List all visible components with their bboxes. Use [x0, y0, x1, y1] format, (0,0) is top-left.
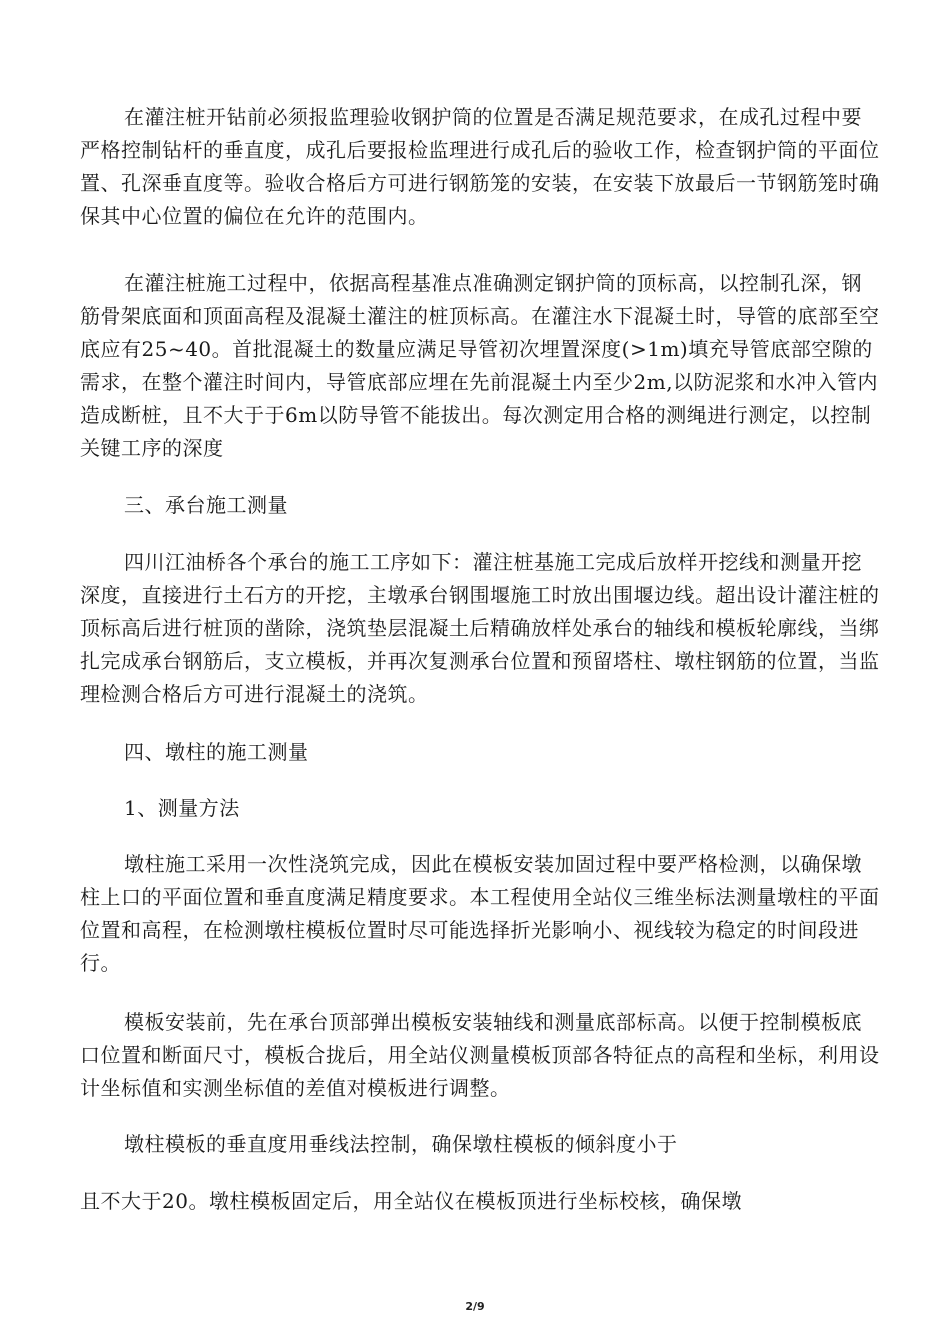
- paragraph-formwork-install: 模板安装前，先在承台顶部弹出模板安装轴线和测量底部标高。以便于控制模板底口位置和断面尺寸，模板合拢后，用全站仪测量模板顶部各特征点的高程和坐标，利用设计坐标值和实测坐标值的差值对模板进行调整。: [80, 1010, 880, 1100]
- paragraph-pile-cap-process: 四川江油桥各个承台的施工工序如下：灌注桩基施工完成后放样开挖线和测量开挖深度，直接进行土石方的开挖，主墩承台钢围堰施工时放出围堰边线。超出设计灌注桩的顶标高后进行桩顶的凿除，浇筑垫层混凝土后精确放样处承台的轴线和模板轮廓线，当绑扎完成承台钢筋后，支立模板，并再次复测承台位置和预留塔柱、墩柱钢筋的位置，当监理检测合格后方可进行混凝土的浇筑。: [80, 550, 880, 706]
- paragraph-verticality: 墩柱模板的垂直度用垂线法控制，确保墩柱模板的倾斜度小于: [124, 1132, 678, 1156]
- paragraph-pier-pouring: 墩柱施工采用一次性浇筑完成，因此在模板安装加固过程中要严格检测，以确保墩柱上口的平面位置和垂直度满足精度要求。本工程使用全站仪三维坐标法测量墩柱的平面位置和高程，在检测墩柱模板位置时尽可能选择折光影响小、视线较为稳定的时间段进行。: [80, 852, 880, 975]
- page-number: 2/9: [465, 1300, 485, 1313]
- paragraph-elevation-control: 在灌注桩施工过程中，依据高程基准点准确测定钢护筒的顶标高，以控制孔深，钢筋骨架底面和顶面高程及混凝土灌注的桩顶标高。在灌注水下混凝土时，导管的底部至空底应有25~40。首批混凝土的数量应满足导管初次埋置深度(>1m)填充导管底部空隙的需求，在整个灌注时间内，导管底部应埋在先前混凝土内至少2m,以防泥浆和水冲入管内造成断桩，且不大于于6m以防导管不能拔出。每次测定用合格的测绳进行测定，以控制关键工序的深度: [80, 271, 880, 460]
- subsection-heading-method: 1、测量方法: [124, 796, 240, 820]
- section-heading-pile-cap: 三、承台施工测量: [124, 493, 288, 517]
- paragraph-continuation: 且不大于20。墩柱模板固定后，用全站仪在模板顶进行坐标校核，确保墩: [80, 1189, 742, 1213]
- section-heading-pier-column: 四、墩柱的施工测量: [124, 740, 309, 764]
- paragraph-casing-inspection: 在灌注桩开钻前必须报监理验收钢护筒的位置是否满足规范要求，在成孔过程中要严格控制钻杆的垂直度，成孔后要报检监理进行成孔后的验收工作，检查钢护筒的平面位置、孔深垂直度等。验收合格后方可进行钢筋笼的安装，在安装下放最后一节钢筋笼时确保其中心位置的偏位在允许的范围内。: [80, 105, 880, 228]
